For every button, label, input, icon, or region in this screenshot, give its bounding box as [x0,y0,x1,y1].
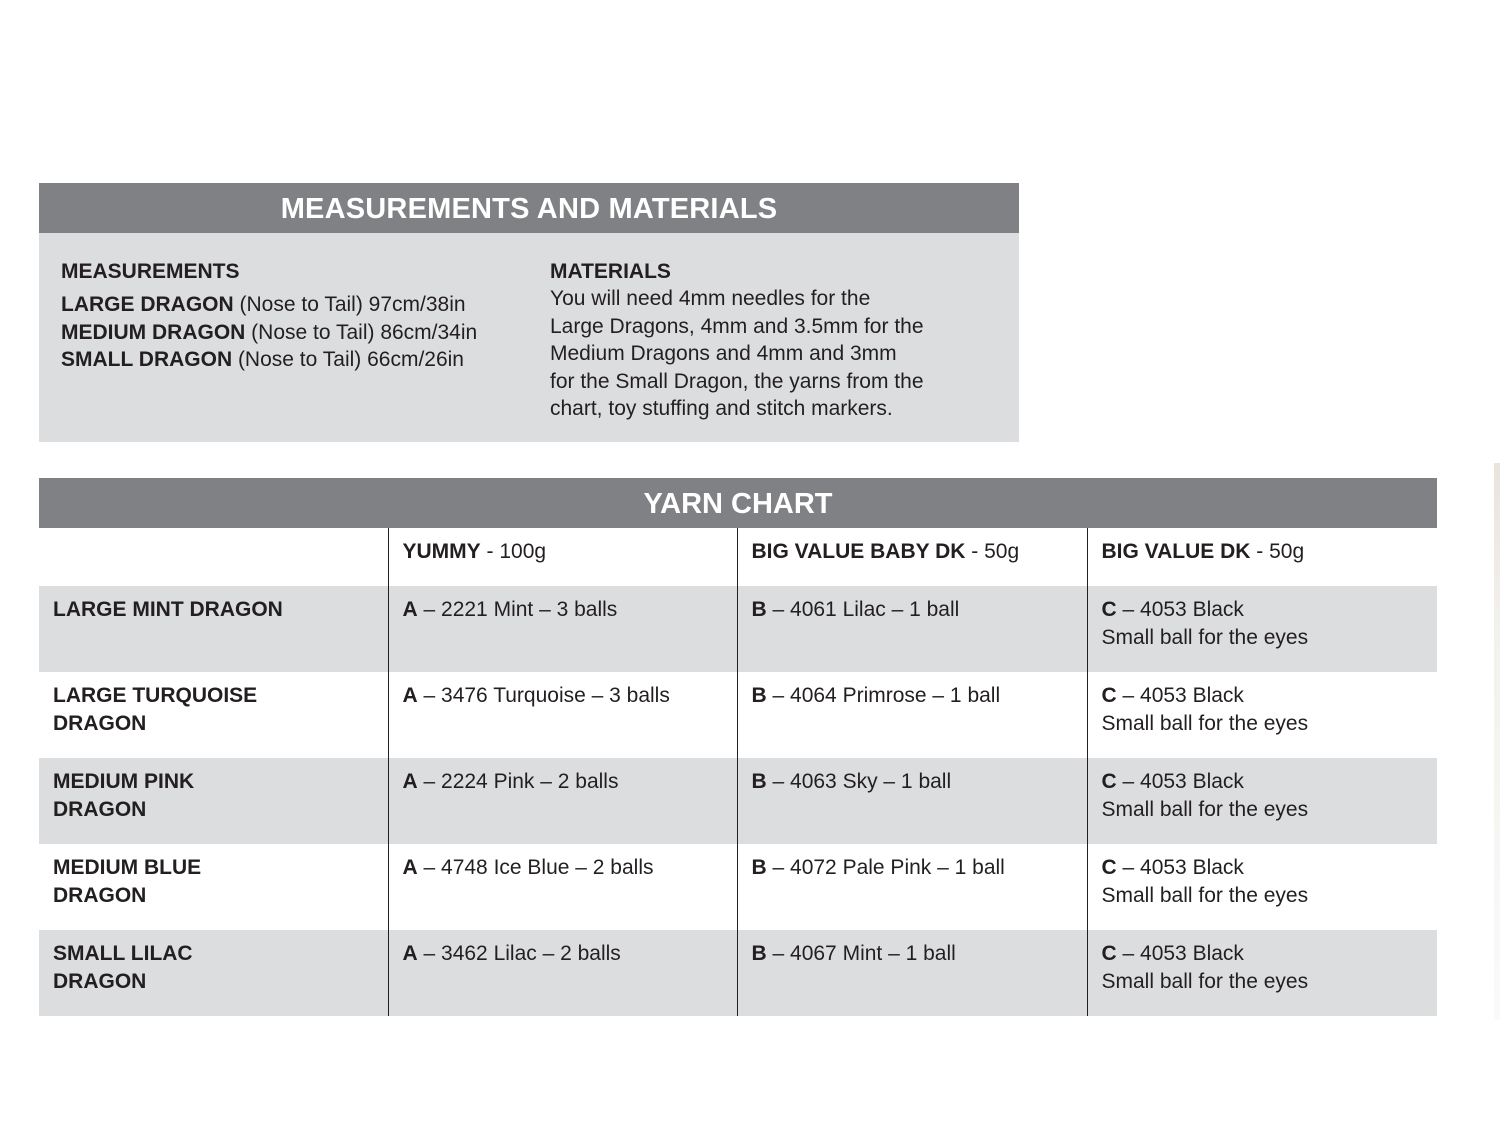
yarn-a-cell: A – 2221 Mint – 3 balls [388,586,737,672]
yarn-c-cell: C – 4053 Black Small ball for the eyes [1087,930,1437,1016]
materials-section [550,259,1000,423]
materials-line: Medium Dragons and 4mm and 3mm [550,342,897,365]
yarn-a-cell: A – 3476 Turquoise – 3 balls [388,672,737,758]
table-row [39,586,1437,672]
measurements-materials-title: MEASUREMENTS AND MATERIALS [39,183,1019,233]
yarn-b-cell: B – 4061 Lilac – 1 ball [737,586,1087,672]
table-header-row [39,528,1437,586]
materials-line: for the Small Dragon, the yarns from the [550,369,924,393]
measurement-item: MEDIUM DRAGON (Nose to Tail) 86cm/34in [61,320,478,344]
dragon-name-cell: SMALL LILAC DRAGON [39,930,388,1016]
measurement-item: SMALL DRAGON (Nose to Tail) 66cm/26in [61,348,464,371]
measurements-materials-panel [39,183,1019,442]
photo-edge [1494,463,1500,1020]
yarn-c-cell: C – 4053 Black Small ball for the eyes [1087,586,1437,672]
yarn-chart-table [39,528,1437,1016]
header-cell-big-value-baby-dk: BIG VALUE BABY DK - 50g [737,528,1087,586]
header-cell-yummy: YUMMY - 100g [388,528,737,586]
dragon-name-cell: LARGE TURQUOISE DRAGON [39,672,388,758]
yarn-b-cell: B – 4064 Primrose – 1 ball [737,672,1087,758]
yarn-chart-panel [39,478,1437,1016]
materials-line: You will need 4mm needles for the [550,287,871,310]
yarn-b-cell: B – 4063 Sky – 1 ball [737,758,1087,844]
materials-heading: MATERIALS [550,260,671,283]
yarn-a-cell: A – 3462 Lilac – 2 balls [388,930,737,1016]
yarn-c-cell: C – 4053 Black Small ball for the eyes [1087,758,1437,844]
dragon-name-cell: MEDIUM PINK DRAGON [39,758,388,844]
table-row [39,844,1437,930]
yarn-c-cell: C – 4053 Black Small ball for the eyes [1087,672,1437,758]
header-cell-empty [39,528,388,586]
yarn-chart-title: YARN CHART [39,478,1437,528]
header-cell-big-value-dk: BIG VALUE DK - 50g [1087,528,1437,586]
measurements-heading: MEASUREMENTS [61,260,240,283]
yarn-b-cell: B – 4067 Mint – 1 ball [737,930,1087,1016]
measurement-item: LARGE DRAGON (Nose to Tail) 97cm/38in [61,293,466,316]
table-row [39,672,1437,758]
table-row [39,930,1437,1016]
yarn-c-cell: C – 4053 Black Small ball for the eyes [1087,844,1437,930]
materials-line: Large Dragons, 4mm and 3.5mm for the [550,314,924,338]
dragon-name-cell: LARGE MINT DRAGON [39,586,388,672]
table-row [39,758,1437,844]
yarn-a-cell: A – 4748 Ice Blue – 2 balls [388,844,737,930]
materials-line: chart, toy stuffing and stitch markers. [550,397,893,420]
dragon-name-cell: MEDIUM BLUE DRAGON [39,844,388,930]
yarn-a-cell: A – 2224 Pink – 2 balls [388,758,737,844]
measurements-section [61,259,531,374]
yarn-b-cell: B – 4072 Pale Pink – 1 ball [737,844,1087,930]
